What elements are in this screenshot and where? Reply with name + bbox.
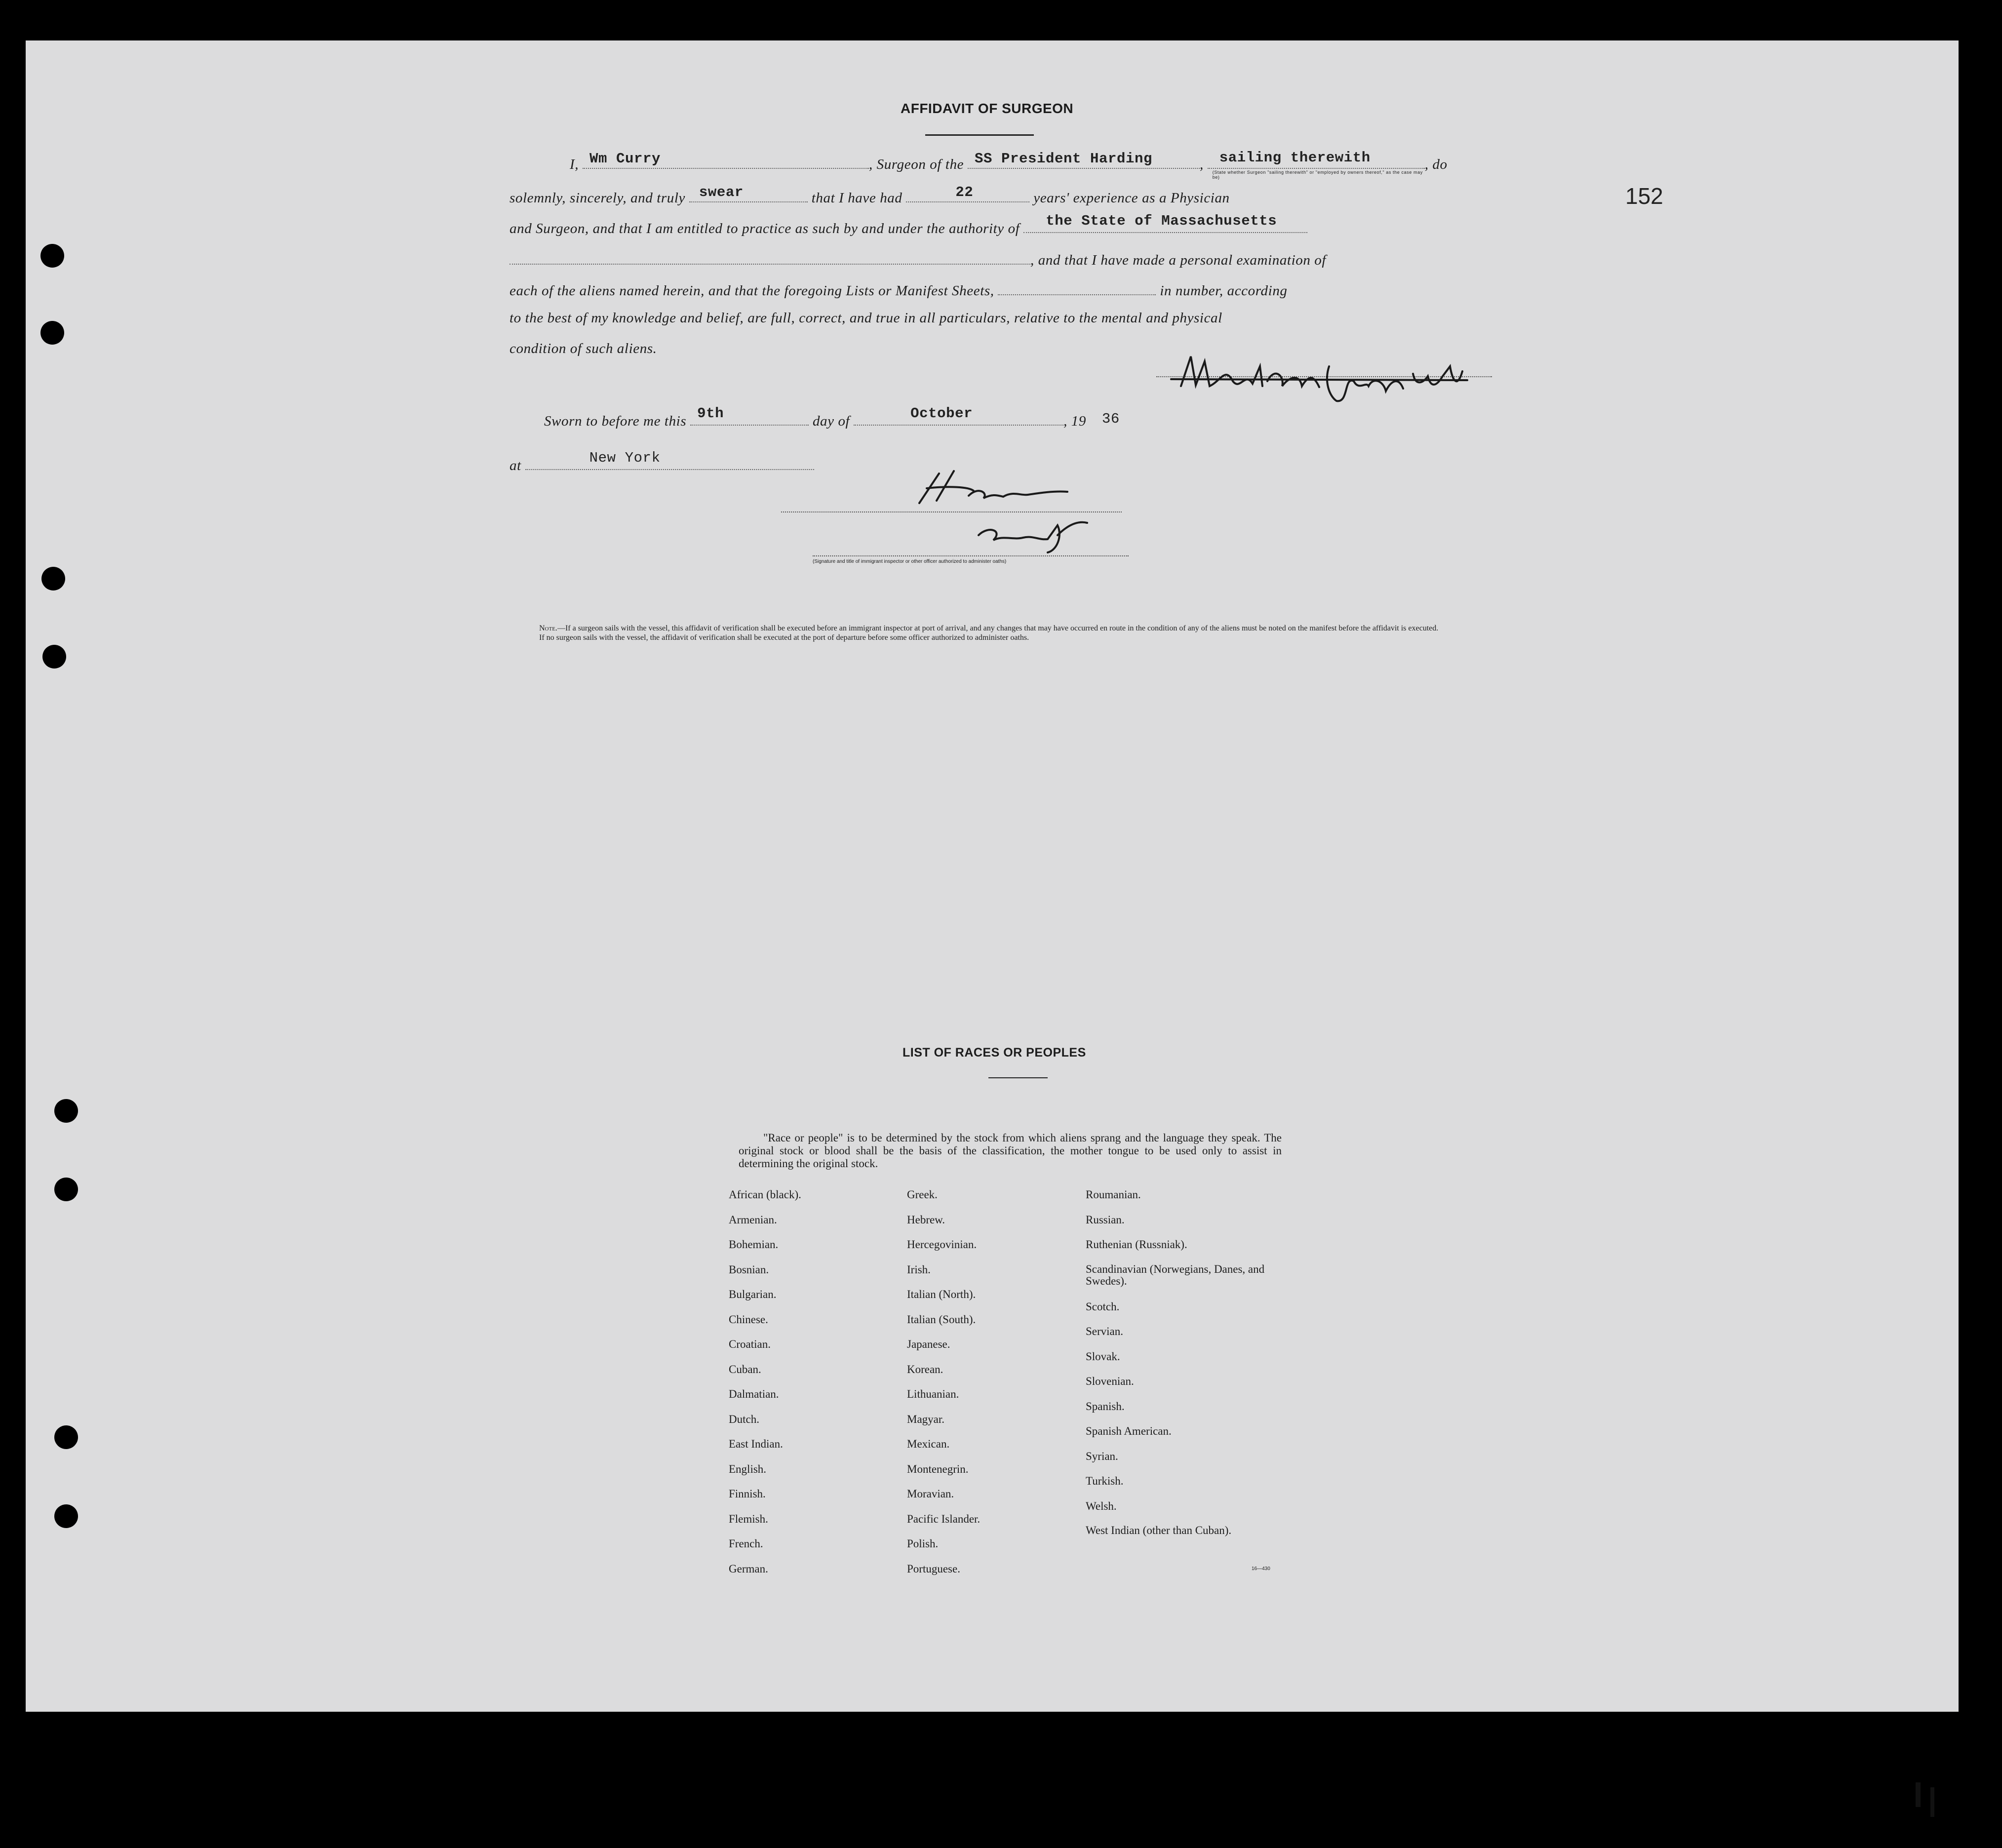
race-item: Bohemian. (729, 1238, 779, 1251)
affidavit-line-4: , and that I have made a personal examination of (510, 249, 1494, 269)
race-item: Lithuanian. (907, 1388, 959, 1400)
race-item: Hercegovinian. (907, 1238, 977, 1251)
race-item: West Indian (other than Cuban). (1086, 1524, 1232, 1536)
form-code: 16—430 (1252, 1566, 1270, 1572)
inspector-signature-image (909, 466, 1117, 555)
race-item: Pacific Islander. (907, 1512, 981, 1525)
status-instruction: (State whether Surgeon "sailing therewith" or "employed by owners thereof," as the case may be) (1212, 170, 1423, 180)
race-item: Croatian. (729, 1338, 771, 1350)
punch-hole (54, 1504, 78, 1528)
affidavit-line-6: to the best of my knowledge and belief, are full, correct, and true in all particulars, relative to the mental and physical (510, 310, 1222, 326)
title-underline (925, 134, 1034, 136)
place-line: at New York (510, 454, 1494, 474)
race-item: Flemish. (729, 1512, 768, 1525)
affidavit-line-1: I, Wm Curry , Surgeon of the SS President Harding , sailing therewith (State whether Surgeon "sailing therewith" or "employed by owners thereof," as the case may be) , do (570, 150, 1448, 180)
race-item: Magyar. (907, 1413, 945, 1425)
punch-hole (40, 244, 64, 268)
affidavit-line-7: condition of such aliens. (510, 341, 657, 356)
licensing-authority-value: the State of Massachusetts (1046, 213, 1277, 229)
punch-hole (54, 1425, 78, 1449)
sworn-year-value: 36 (1101, 411, 1120, 427)
inspector-signature-line-2[interactable] (813, 555, 1129, 556)
race-item: Mexican. (907, 1438, 950, 1450)
sworn-place-field[interactable] (525, 450, 814, 470)
inspector-signature-line-1 (781, 511, 1122, 512)
race-item: Spanish American. (1086, 1425, 1172, 1437)
scan-artifact (1916, 1782, 1921, 1807)
race-item: Welsh. (1086, 1499, 1117, 1512)
race-item: Dalmatian. (729, 1388, 779, 1400)
sworn-month-value: October (910, 405, 973, 422)
race-item: Finnish. (729, 1488, 766, 1500)
race-item: Russian. (1086, 1213, 1125, 1226)
affidavit-note: Note.—If a surgeon sails with the vessel, this affidavit of verification shall be executed before an immigrant inspector at port of arrival, and any changes that may have occurred en route in the condition of any of the aliens must be noted on the manifest before the affidavit is executed. If no surgeon sails with the vessel, the affidavit of verification shall be executed at the port of departure before some officer authorized to administer oaths. (539, 624, 1439, 642)
races-column-3 (1086, 1188, 1273, 1550)
sworn-day-field[interactable] (690, 405, 809, 426)
surgeon-name-value: Wm Curry (589, 151, 661, 167)
race-item: German. (729, 1562, 768, 1575)
race-item: Servian. (1086, 1325, 1124, 1337)
sworn-place-value: New York (589, 450, 661, 466)
race-item: Spanish. (1086, 1400, 1125, 1413)
race-item: Hebrew. (907, 1213, 945, 1226)
race-item: Armenian. (729, 1213, 777, 1226)
years-experience-field[interactable] (906, 184, 1029, 202)
race-item: Bulgarian. (729, 1288, 777, 1300)
affidavit-line-5: each of the aliens named herein, and that the foregoing Lists or Manifest Sheets, in number, according (510, 279, 1494, 299)
vessel-name-field[interactable] (968, 153, 1200, 169)
race-item: Portuguese. (907, 1562, 960, 1575)
race-item: African (black). (729, 1188, 801, 1201)
race-item: Italian (South). (907, 1313, 976, 1326)
race-item: Irish. (907, 1263, 931, 1276)
race-item: Chinese. (729, 1313, 768, 1326)
inspector-signature-caption: (Signature and title of immigrant inspector or other officer authorized to administer oaths) (813, 559, 1007, 564)
sheet-number: 152 (1625, 183, 1663, 209)
punch-hole (54, 1099, 78, 1123)
race-item: Moravian. (907, 1488, 954, 1500)
licensing-authority-field[interactable] (1023, 213, 1307, 233)
race-item: Polish. (907, 1537, 939, 1550)
affidavit-title: AFFIDAVIT OF SURGEON (901, 101, 1074, 116)
race-item: Bosnian. (729, 1263, 769, 1276)
races-title: LIST OF RACES OR PEOPLES (903, 1046, 1086, 1060)
race-item: Dutch. (729, 1413, 759, 1425)
years-experience-value: 22 (955, 184, 974, 200)
vessel-name-value: SS President Harding (975, 151, 1153, 167)
authority-continued-field[interactable] (510, 249, 1030, 265)
oath-type-value: swear (699, 184, 744, 200)
affidavit-line-2: solemnly, sincerely, and truly swear that I have had 22 years' experience as a Physician (510, 184, 1230, 206)
race-item: English. (729, 1462, 767, 1475)
race-item: Slovenian. (1086, 1375, 1134, 1387)
race-item: Ruthenian (Russniak). (1086, 1238, 1187, 1251)
race-item: Italian (North). (907, 1288, 976, 1300)
scan-artifact (1930, 1787, 1934, 1817)
punch-hole (42, 645, 66, 668)
races-column-1 (729, 1188, 902, 1587)
surgeon-status-field[interactable] (1208, 150, 1425, 180)
sheet-count-field[interactable] (998, 279, 1156, 295)
punch-hole (41, 567, 65, 590)
affidavit-line-3: and Surgeon, and that I am entitled to practice as such by and under the authority of the State of Massachusetts (510, 217, 1494, 237)
race-item: Greek. (907, 1188, 938, 1201)
punch-hole (40, 321, 64, 345)
surgeon-name-field[interactable] (583, 153, 869, 169)
surgeon-signature-image (1166, 347, 1472, 406)
race-item: Cuban. (729, 1363, 761, 1376)
races-column-2 (907, 1188, 1080, 1587)
manifest-page (26, 40, 1959, 1712)
race-item: Roumanian. (1086, 1188, 1141, 1201)
races-intro: "Race or people" is to be determined by the stock from which aliens sprang and the language they speak. The original stock or blood shall be the basis of the classification, the mother tongue to be used only to assist in determining the original stock. (739, 1132, 1282, 1170)
race-item: Syrian. (1086, 1450, 1118, 1462)
race-item: Scandinavian (Norwegians, Danes, and Swedes). (1086, 1262, 1265, 1287)
sworn-line: Sworn to before me this 9th day of October , 19 36 (544, 405, 1120, 429)
sworn-day-value: 9th (697, 405, 724, 422)
race-item: Korean. (907, 1363, 943, 1376)
race-item: Japanese. (907, 1338, 950, 1350)
sworn-month-field[interactable] (854, 405, 1063, 426)
race-item: Turkish. (1086, 1475, 1124, 1487)
oath-type-field[interactable] (689, 184, 808, 202)
race-item: Scotch. (1086, 1300, 1120, 1313)
races-title-underline (988, 1077, 1048, 1078)
punch-hole (54, 1178, 78, 1201)
race-item: French. (729, 1537, 763, 1550)
surgeon-status-value: sailing therewith (1219, 150, 1371, 166)
race-item: East Indian. (729, 1438, 783, 1450)
race-item: Montenegrin. (907, 1462, 969, 1475)
race-item: Slovak. (1086, 1350, 1120, 1363)
